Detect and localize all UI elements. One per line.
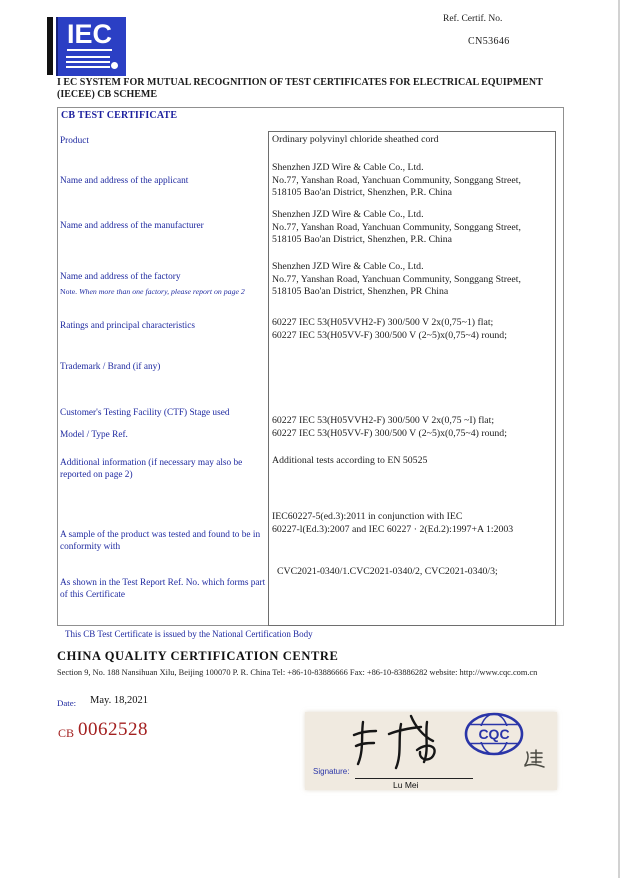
label-sample-conformity: A sample of the product was tested and found to be in conformity with xyxy=(60,530,261,552)
label-trademark: Trademark / Brand (if any) xyxy=(60,362,161,372)
date-value: May. 18,2021 xyxy=(90,695,148,706)
value-factory: Shenzhen JZD Wire & Cable Co., Ltd. No.77, Yanshan Road, Yanchuan Community, Songgang Street, 518105 Bao'an District, Shenzhen, PR China xyxy=(272,261,521,297)
label-ctf-stage: Customer's Testing Facility (CTF) Stage used xyxy=(60,408,230,418)
label-test-report-ref: As shown in the Test Report Ref. No. which forms part of this Certificate xyxy=(60,578,266,600)
label-factory-note xyxy=(60,287,245,296)
signature-line xyxy=(355,778,473,779)
value-product: Ordinary polyvinyl chloride sheathed cord xyxy=(272,134,439,145)
handwritten-signature xyxy=(347,710,475,772)
cb-number-prefix: CB xyxy=(58,726,75,740)
scheme-header-line2: (IECEE) CB SCHEME xyxy=(57,89,158,100)
signature-label: Signature: xyxy=(313,767,350,776)
label-product: Product xyxy=(60,136,89,146)
iec-logo-dot xyxy=(111,62,118,69)
signatory-name: Lu Mei xyxy=(393,780,419,790)
certificate-value-column-border xyxy=(268,131,556,626)
issued-by-statement: This CB Test Certificate is issued by the National Certification Body xyxy=(65,629,313,639)
cqc-logo xyxy=(463,712,525,758)
value-sample-conformity: IEC60227-5(ed.3):2011 in conjunction with IEC 60227-l(Ed.3):2007 and IEC 60227 · 2(Ed.2):1997+A 1:2003 xyxy=(272,511,514,535)
label-applicant: Name and address of the applicant xyxy=(60,176,189,186)
value-manufacturer: Shenzhen JZD Wire & Cable Co., Ltd. No.77, Yanshan Road, Yanchuan Community, Songgang Street, 518105 Bao'an District, Shenzhen, P.R. China xyxy=(272,209,521,245)
label-model-type-ref: Model / Type Ref. xyxy=(60,430,128,440)
value-applicant: Shenzhen JZD Wire & Cable Co., Ltd. No.77, Yanshan Road, Yanchuan Community, Songgang Street, 518105 Bao'an District, Shenzhen, P.R. China xyxy=(272,162,521,198)
value-model-type-ref: 60227 IEC 53(H05VVH2-F) 300/500 V 2x(0,75 ~I) flat; 60227 IEC 53(H05VV-F) 300/500 V (2~5)x(0,75~4) round; xyxy=(272,415,507,439)
iec-logo-stripes xyxy=(66,53,118,68)
label-ratings: Ratings and principal characteristics xyxy=(60,321,196,331)
label-manufacturer: Name and address of the manufacturer xyxy=(60,221,204,231)
certificate-title: CB TEST CERTIFICATE xyxy=(61,110,178,121)
ref-certif-no-value: CN53646 xyxy=(468,36,510,47)
iec-logo-text: IEC xyxy=(67,19,113,49)
signature-scan-area xyxy=(305,712,557,790)
value-ratings: 60227 IEC 53(H05VVH2-F) 300/500 V 2x(0,75~1) flat; 60227 IEC 53(H05VV-F) 300/500 V (2~5)x(0,75~4) round; xyxy=(272,317,507,341)
scheme-header xyxy=(57,77,569,101)
ncb-address: Section 9, No. 188 Nansihuan Xilu, Beijing 100070 P. R. China Tel: +86-10-83886666 Fax: +86-10-83886282 website: http://www.cqc.com.cn xyxy=(57,668,538,677)
iec-logo-spine-bar xyxy=(47,17,53,75)
cb-number: 0062528 xyxy=(78,719,148,740)
scheme-header-line1: I EC SYSTEM FOR MUTUAL RECOGNITION OF TEST CERTIFICATES FOR ELECTRICAL EQUIPMENT xyxy=(57,77,543,88)
iec-logo xyxy=(56,17,126,76)
cqc-logo-text: CQC xyxy=(478,726,510,742)
label-factory: Name and address of the factory xyxy=(60,272,181,282)
factory-note-text: When more than one factory, please report on page 2 xyxy=(79,287,245,296)
label-additional-info: Additional information (if necessary may also be reported on page 2) xyxy=(60,458,243,480)
stamp-character-jian xyxy=(523,748,545,775)
value-test-report-ref: CVC2021-0340/1.CVC2021-0340/2, CVC2021-0340/3; xyxy=(277,566,498,577)
ncb-name: CHINA QUALITY CERTIFICATION CENTRE xyxy=(57,649,339,663)
factory-note-prefix: Note. xyxy=(60,287,78,296)
date-label: Date: xyxy=(57,698,77,708)
value-additional-info: Additional tests according to EN 50525 xyxy=(272,455,428,466)
ref-certif-no-label: Ref. Certif. No. xyxy=(443,14,503,24)
